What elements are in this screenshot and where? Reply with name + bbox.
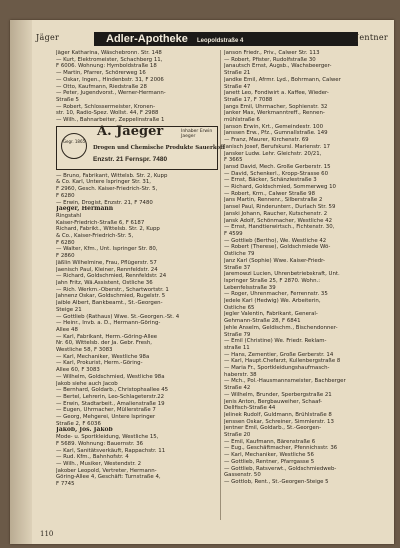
directory-entry: — Ernst, Handtierwirtsch., Fichtenstr. 30,: [224, 224, 335, 231]
directory-entry: Straße 37: [224, 264, 251, 271]
directory-entry: — Richard, Goldschmied, Rennfeldstr. 24: [56, 273, 167, 280]
directory-entry: Straße 20: [224, 432, 251, 439]
directory-entry: — Karl, Fabrikant, Herm.-Göring-Allee: [56, 333, 158, 340]
directory-entry: Westliche 58, F 3083: [56, 347, 113, 354]
directory-entry: Jaremowzi Lucien, Uhrenbetriebskraft, Unt.: [224, 271, 340, 278]
column-divider: [220, 50, 221, 520]
directory-entry: — Roger, Uhrenmacher, Ferrennstr. 35: [224, 291, 328, 298]
directory-entry: Ringstahl: [56, 212, 82, 219]
directory-entry: F 6006. Wohnung: Hymboldstraße 18: [56, 63, 157, 70]
directory-entry: Jansd David, Mech. Große Gerberstr. 15: [224, 163, 331, 170]
directory-entry: Ostliche 79: [224, 251, 255, 258]
directory-entry: — Wilh., Musiker, Westendstr. 2: [56, 460, 142, 467]
directory-entry: — Erwin, Drogist, Enzstr. 21, F 7480: [56, 199, 153, 206]
banner-title: Adler-Apotheke: [106, 33, 188, 45]
directory-entry: — Eugen, Uhrmacher, Müllerstraße 7: [56, 407, 156, 414]
directory-entry: Jäßlin Wilhelmine, Frau, Pflügerstr. 57: [56, 259, 157, 266]
directory-entry: Jans Martin, Rennenr., Silberstraße 2: [224, 197, 323, 204]
directory-entry: Jelinek Rudolf, Guldmann, Brühlstraße 8: [224, 411, 332, 418]
directory-entry: F 6280: [56, 192, 75, 199]
directory-entry: Göring-Allee 4, Geschäft: Turnstraße 4,: [56, 474, 161, 481]
directory-entry: Allee 60, F 3083: [56, 367, 100, 374]
directory-entry: — Wilhelm, Brunder, Sperbergstraße 21: [224, 391, 332, 398]
directory-entry: — Otto, Kaufmann, Riedstraße 28: [56, 83, 147, 90]
header-advert-banner: [94, 32, 358, 46]
directory-entry: Jansel Paul, Rinderunterr., Durlach Str. 59: [224, 204, 336, 211]
directory-entry: Straße 21: [224, 70, 251, 77]
directory-entry: — Bernhard, Goldarb., Christophsallee 45: [56, 387, 169, 394]
directory-entry: F 5689. Wohnung: Bauernstr. 36: [56, 440, 144, 447]
directory-entry: Jandke Emil, Afrmr. Lyd., Bohrmann, Calwer: [224, 76, 341, 83]
directory-entry: — Gottlob, Rent., St.-Georgen-Steige 5: [224, 479, 329, 485]
directory-entry: Jedele Karl (Hedwig) We. Arbeiterin,: [224, 298, 321, 305]
directory-entry: Janssen Erw., Pfz., Gumnallstraße. 149: [224, 130, 328, 137]
directory-entry: Straße 42: [224, 385, 251, 392]
right-column: [224, 50, 388, 486]
directory-entry: Janisch Josef, Berufskursl. Marienstr. 17: [224, 143, 331, 150]
directory-entry: Janson Friedr., Priv., Calwer Str. 113: [224, 50, 320, 56]
directory-entry: — Gottlieb, Rentner, Pfarrgasse 5: [224, 458, 315, 465]
directory-entry: Jaeger, Hermann: [56, 206, 114, 213]
directory-entry: — Karl, Sanitätsverkäuft, Rappachstr. 11: [56, 447, 166, 454]
directory-entry: — Erwin, Stadtarbeit., Amalienstraße 19: [56, 400, 165, 407]
directory-entry: Jentner Emil, Goldarb., St.-Georgen-: [224, 425, 322, 432]
directory-entry: F 6280: [56, 239, 75, 246]
directory-entry: & Co. Karl, Untere Ispringer Str. 31,: [56, 179, 151, 186]
directory-entry: — Walter, Kfm., Unt. Ispringer Str. 80,: [56, 246, 158, 253]
directory-entry: Lebenfelsstraße 39: [224, 284, 276, 291]
directory-entry: — Bruno, Fabrikant, Wittelsb. Str. 2, Kupp: [56, 172, 168, 179]
jaeger-drogerie-advert: [56, 123, 225, 170]
directory-entry: Janautsch Ernst, Augsb., Wachsbeerger-: [224, 63, 332, 70]
directory-entry: — Maria Fr., Sportkleidungshaufmasch-: [224, 365, 330, 372]
directory-entry: — Richard, Goldschmied, Sommerweg 10: [224, 184, 336, 191]
directory-entry: Janett Leo, Fondiwirt a. Kaffee, Wieder-: [224, 90, 329, 97]
directory-entry: — Robert (Therese), Goldschmiede Wö-: [224, 244, 331, 251]
directory-entry: Steige 21: [56, 306, 82, 313]
directory-entry: Ispringer Straße 25, F 2870. Wohn.:: [224, 277, 321, 284]
directory-entry: — Robert, Krm., Calwer Straße 98: [224, 190, 316, 197]
directory-entry: mühlstraße 6: [224, 117, 260, 124]
header-right-keyword: Jentner: [355, 33, 388, 42]
directory-entry: Jehle Anselm, Geldischm., Bischendonner-: [224, 324, 338, 331]
directory-entry: Jahn Fritz, Wä.Assistent, Ostliche 36: [56, 279, 153, 286]
advert-badge: Gegr. 1865: [61, 133, 87, 159]
directory-entry: — Heinr., Invb. a. D., Hermann-Göring-: [56, 320, 161, 327]
directory-entry: Janson Erwin, Krt., Gemeindestr. 100: [224, 123, 323, 130]
directory-entry: F 2860: [56, 253, 75, 260]
directory-entry: Mode- u. Sportkleidung, Westliche 15,: [56, 434, 159, 441]
directory-entry: — Ernst, Bäcker, Schänzlestraße 3: [224, 177, 317, 184]
directory-entry: — Karl, Mechaniker, Westliche 56: [224, 452, 314, 459]
directory-entry: — Karl, Mechaniker, Westliche 98a: [56, 353, 150, 360]
directory-entry: — Mch., Pol.-Hausmannsmeister, Bachberger: [224, 378, 346, 385]
directory-entry: Straße 2, F 6036: [56, 420, 101, 427]
directory-entry: Straße 79: [224, 331, 251, 338]
directory-entry: Jenssen Oskar, Schreiner, Simmlerstr. 13: [224, 418, 334, 425]
directory-entry: str. 10, Radio-Spez. Wollst. 44, F 2988: [56, 110, 159, 117]
directory-entry: — Bertel, Lehrerin, Leo-Schlageterstr.22: [56, 393, 165, 400]
directory-entry: Straße 5: [56, 96, 79, 103]
directory-entry: — Robert, Pfister, Rudolfstraße 30: [224, 56, 316, 63]
directory-entry: Jakob siehe auch Jacob: [56, 380, 118, 387]
directory-entry: — Oskar, Ingen., Hindenbstr. 31, F 2006: [56, 76, 164, 83]
header-left-keyword: Jäger: [36, 33, 60, 42]
directory-entry: — Gottlieb (Bertho), We. Westliche 42: [224, 237, 327, 244]
directory-entry: — David, Schenkerl., Kropp-Strasse 60: [224, 170, 329, 177]
directory-entry: Janz Karl (Sophie) Wwe. Kaiser-Friedr-: [224, 257, 325, 264]
advert-name: A. Jaeger: [97, 123, 164, 139]
banner-subtitle: Leopoldstraße 4: [196, 38, 244, 44]
directory-entry: Janski Johann, Raucher, Kutschenstr. 2: [224, 210, 328, 217]
directory-entry: Gassenstr. 50: [224, 472, 261, 479]
directory-entry: Janker Max, Werkmanntreff., Rennen-: [224, 110, 325, 117]
directory-entry: — Franz, Maurer, Kirchenstr. 69: [224, 137, 309, 144]
directory-entry: Straße 17, F 7088: [224, 96, 273, 103]
advert-products: Drogen und Chemische Produkte Sauerkoff: [93, 144, 225, 151]
directory-entry: straße 11: [224, 344, 250, 351]
page-header: [36, 32, 388, 46]
directory-entry: Nr. 60, Wittelsb. der Ja. Gebr. Fresh,: [56, 340, 152, 347]
directory-entry: Ostliche 65: [224, 304, 255, 311]
directory-entry: — Kurt, Elektromeister, Schachberg 11,: [56, 56, 163, 63]
advert-owner: Inhaber Erwin Jaeger: [181, 128, 213, 139]
directory-entry: Jakob, Jos. Jakob: [56, 427, 113, 434]
directory-entry: — Emil, Kaufmann, Bärenstraße 6: [224, 438, 316, 445]
directory-entry: Jenis Anton, Bergbauweiher, Schaaf-: [224, 398, 322, 405]
directory-entry: F 2960, Gesch. Kaiser-Friedrich-Str. 5,: [56, 186, 158, 193]
directory-entry: Jaenisch Paul, Kleiner, Rennfeldstr. 24: [56, 266, 158, 273]
directory-entry: & Co., Kaiser-Friedrich-Str. 5,: [56, 233, 134, 240]
directory-entry: F 3665: [224, 157, 243, 164]
directory-entry: — Peter, Jugendvorst., Werner-Hermann-: [56, 90, 166, 97]
book-spine: [10, 20, 32, 544]
directory-entry: Jansker Ludw. Lehr. Gleichstr. 20/21,: [224, 150, 322, 157]
directory-entry: haberstr. 38: [224, 371, 257, 378]
directory-entry: — Emil (Christine) We. Friedr. Reklam-: [224, 338, 327, 345]
directory-entry: — Martin, Pfarrer, Schörerweg 16: [56, 70, 146, 77]
directory-entry: — Robert, Schlossermeister, Kronen-: [56, 103, 156, 110]
directory-entry: — Wilhelm, Goldschmied, Westliche 98a: [56, 373, 165, 380]
directory-entry: Straße 47: [224, 83, 251, 90]
directory-entry: Jäger Katharina, Wäschebronn. Str. 148: [56, 50, 162, 56]
directory-entry: Kaiser-Friedrich-Straße 6, F 6187: [56, 219, 145, 226]
directory-entry: Jangs Emil, Uhrmacher, Sophienstr. 32: [224, 103, 328, 110]
directory-entry: — Eug., Geschäftmacher, Pfennichsstr. 36: [224, 445, 338, 452]
directory-entry: — Karl, Haupt.Chefarzt, Kullenbergstraße 8: [224, 358, 341, 365]
directory-entry: — Rich. Werkm.-Oberstr., Schartwortstr. 1: [56, 286, 169, 293]
directory-entry: Richard, Fabrikt., Wittelsb. Str. 2, Kupp: [56, 226, 160, 233]
directory-page: [10, 20, 394, 544]
directory-entry: Dellfisch-Straße 44: [224, 405, 276, 412]
page-number: 110: [40, 530, 54, 538]
directory-entry: Gehmann-Straße 28, F 6841: [224, 318, 301, 325]
directory-entry: — Gottlieb, Ratsverwt., Goldschmiedweb-: [224, 465, 337, 472]
directory-entry: F 7745: [56, 481, 75, 488]
directory-entry: Jakober Leopold, Vertreter, Hermann-: [56, 467, 157, 474]
directory-entry: — Rud. Kfm., Bahnhofstr. 4: [56, 454, 129, 461]
directory-entry: Jansk Adolf, Schönmacher, Westliche 42: [224, 217, 333, 224]
directory-entry: — Georg, Mehgerei, Untere Ispringer: [56, 414, 156, 421]
directory-entry: — Gottlieb (Rathaus) Wwe. St.-Georgen.-St. 4: [56, 313, 180, 320]
directory-entry: Jaible Albert, Bankbeamt., St.-Georgen-: [56, 300, 163, 307]
advert-address-phone: Enzstr. 21 Fernspr. 7480: [93, 155, 168, 163]
directory-entry: Jahnenz Oskar, Goldschmied, Rugelstr. 5: [56, 293, 166, 300]
directory-entry: — Hans, Zementier, Große Gerberstr. 14: [224, 351, 334, 358]
directory-entry: Allee 48: [56, 326, 78, 333]
directory-entry: Jegler Valentin, Fabrikant, General-: [224, 311, 318, 318]
directory-entry: — Wilh., Bahnarbeiter, Zeppelinstraße 1: [56, 117, 165, 124]
directory-entry: F 4599: [224, 230, 243, 237]
directory-entry: — Karl, Prokurist, Herm.-Göring-: [56, 360, 143, 367]
left-column: [56, 50, 225, 488]
